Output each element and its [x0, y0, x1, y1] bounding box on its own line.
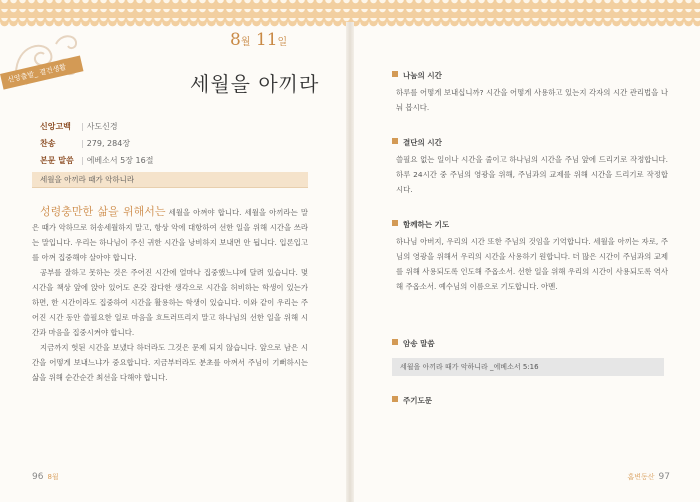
right-page — [354, 0, 700, 502]
page-title: 세월을 아끼라 — [190, 72, 320, 96]
right-folio — [627, 472, 670, 482]
section-sharing — [392, 70, 668, 115]
square-bullet-icon — [392, 220, 398, 226]
body-lead-phrase: 성령충만한 삶을 위해서는 — [40, 205, 166, 218]
section-memorize — [392, 338, 668, 376]
category-ribbon: 신앙출발_ 결건생활 — [0, 56, 83, 90]
body-paragraph-2: 공부를 잘하고 못하는 것은 주어진 시간에 얼마나 집중했느냐에 달려 있습니다. 몇 시간을 책상 앞에 앉아 있어도 온갖 잡다한 생각으로 시간을 허비하는 학생이 있는가 하면, 한 시간이라도 집중하여 시간을 활용하는 학생이 있습니다. 이와 같이 우리는 주어진 시간 동안 쓸필요한 일로 마음을 흐트러뜨리지 말고 하나님의 선한 일을 위해 시간과 마음을 집중시켜야 합니다. — [32, 268, 308, 337]
square-bullet-icon — [392, 396, 398, 402]
meta-value: 사도신경 — [86, 122, 118, 131]
section-heading: 나눔의 시간 — [392, 70, 668, 82]
section-heading: 함께하는 기도 — [392, 219, 668, 231]
square-bullet-icon — [392, 339, 398, 345]
page-gutter — [346, 22, 354, 502]
section-decision — [392, 137, 668, 197]
meta-info — [40, 118, 153, 169]
date-day-unit: 일 — [277, 37, 288, 48]
date-month-unit: 월 — [240, 37, 251, 48]
body-paragraph-1 — [32, 204, 308, 265]
meta-row-hymn: 찬송 | 279, 284장 — [40, 135, 153, 152]
meta-key: 신앙고백 — [40, 122, 71, 131]
section-prayer — [392, 219, 668, 294]
page-label: 8월 — [47, 473, 59, 481]
verse-box: 세월을 아끼라 때가 악하니라 — [32, 172, 308, 188]
page-number: 97 — [658, 472, 670, 482]
meta-key: 찬송 — [40, 139, 56, 148]
body-paragraph-1-text: 세월을 아껴야 합니다. 세월을 아끼라는 말은 때가 악하므로 허송세월하지 말고, 항상 악에 대항하여 선한 일을 위해 시간을 쓰라는 말입니다. 우리는 하나님이 주신 귀한 시간을 낭비하지 보내면 안 됩니다. 입론입고를 아껴 집중해야 살아야 합니다. — [32, 208, 308, 262]
meta-key: 본문 말씀 — [40, 156, 74, 165]
date-day-number: 11 — [255, 30, 278, 50]
page-label: 홈변동산 — [627, 473, 655, 481]
section-text: 쓸필요 없는 일이나 시간을 줄이고 하나님의 시간을 주님 앞에 드리기로 작정합니다. 하루 24시간 중 주님의 영광을 위해, 주님과의 교제를 위해 시간을 드리기로 작정합시다. — [396, 155, 668, 194]
section-text: 하나님 아버지, 우리의 시간 또한 주님의 것임을 기억합니다. 세월을 아끼는 자로, 주님의 영광을 위해서 우리의 시간을 사용하기 원합니다. 더 많은 시간이 주님과의 교제를 위해 사용되도록 인도해 주옵소서. 선한 일을 위해 우리의 시간이 사용되도록 역사해 주옵소서. 예수님의 이름으로 기도합니다. 아멘. — [396, 237, 668, 291]
memorize-verse-box: 세월을 아끼라 때가 악하니라 _에베소서 5:16 — [392, 358, 664, 376]
devotional-body — [32, 204, 308, 385]
page-number: 96 — [32, 472, 44, 482]
section-lords-prayer — [392, 395, 668, 407]
meta-row-creed: 신앙고백 | 사도신경 — [40, 118, 153, 135]
body-paragraph-3: 지금까지 헛된 시간을 보냈다 하더라도 그것은 문제 되지 않습니다. 앞으로 남은 시간을 어떻게 보내느냐가 중요합니다. 지금부터라도 분초를 아껴서 주님이 기뻐하시는 삶을 위해 순간순간 최선을 다해야 합니다. — [32, 343, 308, 382]
left-folio — [32, 472, 59, 482]
section-heading: 주기도문 — [392, 395, 668, 407]
date-month-number: 8 — [230, 30, 241, 50]
square-bullet-icon — [392, 138, 398, 144]
left-page — [0, 0, 346, 502]
meta-value: 279, 284장 — [86, 139, 131, 148]
section-text: 하루를 어떻게 보내십니까? 시간을 어떻게 사용하고 있는지 각자의 시간 관리법을 나눠 봅시다. — [396, 88, 668, 112]
meta-row-scripture: 본문 말씀 | 에베소서 5장 16절 — [40, 152, 153, 169]
square-bullet-icon — [392, 71, 398, 77]
meta-value: 에베소서 5장 16절 — [86, 156, 154, 165]
section-heading: 암송 말씀 — [392, 338, 668, 350]
date-heading — [230, 30, 287, 50]
section-heading: 결단의 시간 — [392, 137, 668, 149]
